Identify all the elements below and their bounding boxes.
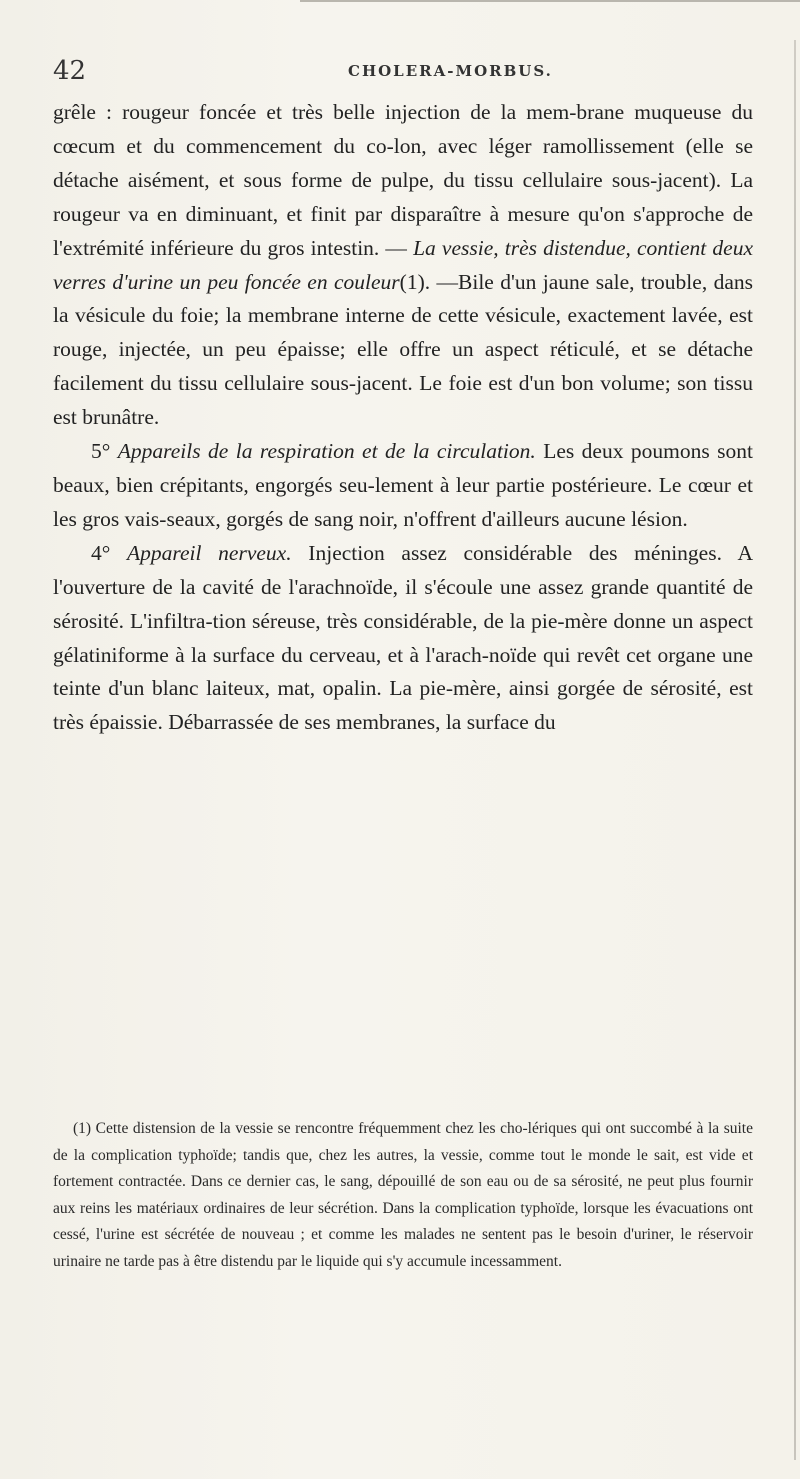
paragraph-intestine: [53, 96, 753, 435]
text-span: Injection assez considérable des méninges. A l'ouverture de la cavité de l'arachnoïde, il s'écoule une assez grande quantité de sérosité. L'infiltra-tion séreuse, très considérable, de la pie-mère donne un aspect gélatiniforme à la surface du cerveau, et à l'arach-noïde qui revêt cet organe une teinte d'un blanc laiteux, mat, opalin. La pie-mère, ainsi gorgée de sérosité, est très épaissie. Débarrassée de ses membranes, la surface du: [53, 540, 753, 735]
page-right-edge: [794, 40, 796, 1460]
footnote-text: (1) Cette distension de la vessie se rencontre fréquemment chez les cho-lériques qui ont succombé à la suite de la complication typhoïde; tandis que, chez les autres, la vessie, comme tout le monde le sait, est vide et fortement contractée. Dans ce dernier cas, le sang, dépouillé de son eau ou de sa sérosité, ne peut plus fournir aux reins les matériaux ordinaires de leur sécrétion. Dans la complication typhoïde, lorsque les évacuations ont cessé, l'urine est sécrétée de nouveau ; et comme les malades ne sentent pas le besoin d'uriner, le réservoir urinaire ne tarde pas à être distendu par le liquide qui s'y accumule incessamment.: [53, 1120, 753, 1270]
page-number: 42: [53, 56, 87, 86]
page-header: [53, 56, 753, 92]
section-heading: Appareil nerveux.: [127, 540, 292, 565]
text-span: Les deux poumons sont beaux, bien crépitants, engorgés seu-lement à leur partie postérieure. Le cœur et les gros vais-seaux, gorgés de sang noir, n'offrent d'ailleurs aucune lésion.: [53, 439, 753, 531]
section-heading: Appareils de la respiration et de la circulation.: [117, 439, 536, 464]
section-number: 5°: [91, 439, 118, 464]
text-span: (1). —Bile d'un jaune sale, trouble, dans la vésicule du foie; la membrane interne de cette vésicule, exactement lavée, est rouge, injectée, un peu épaisse; elle offre un aspect réticulé, et se détache facilement du tissu cellulaire sous-jacent. Le foie est d'un bon volume; son tissu est brunâtre.: [53, 269, 753, 430]
page-top-edge: [300, 0, 800, 10]
main-text: [53, 96, 753, 740]
footnote: [53, 1116, 753, 1275]
text-span: grêle : rougeur foncée et très belle injection de la mem-brane muqueuse du cœcum et du commencement du co-lon, avec léger ramollissement (elle se détache aisément, et sous forme de pulpe, du tissu cellulaire sous-jacent). La rougeur va en diminuant, et finit par disparaître à mesure qu'on s'approche de l'extrémité inférieure du gros intestin. —: [53, 100, 753, 260]
paragraph-respiration: [53, 435, 753, 537]
italic-span: La vessie, très distendue, contient deux verres d'urine un peu foncée en couleur: [53, 235, 753, 294]
running-head: CHOLERA-MORBUS.: [348, 62, 553, 80]
section-number: 4°: [91, 540, 128, 565]
paragraph-nervous: [53, 537, 753, 740]
